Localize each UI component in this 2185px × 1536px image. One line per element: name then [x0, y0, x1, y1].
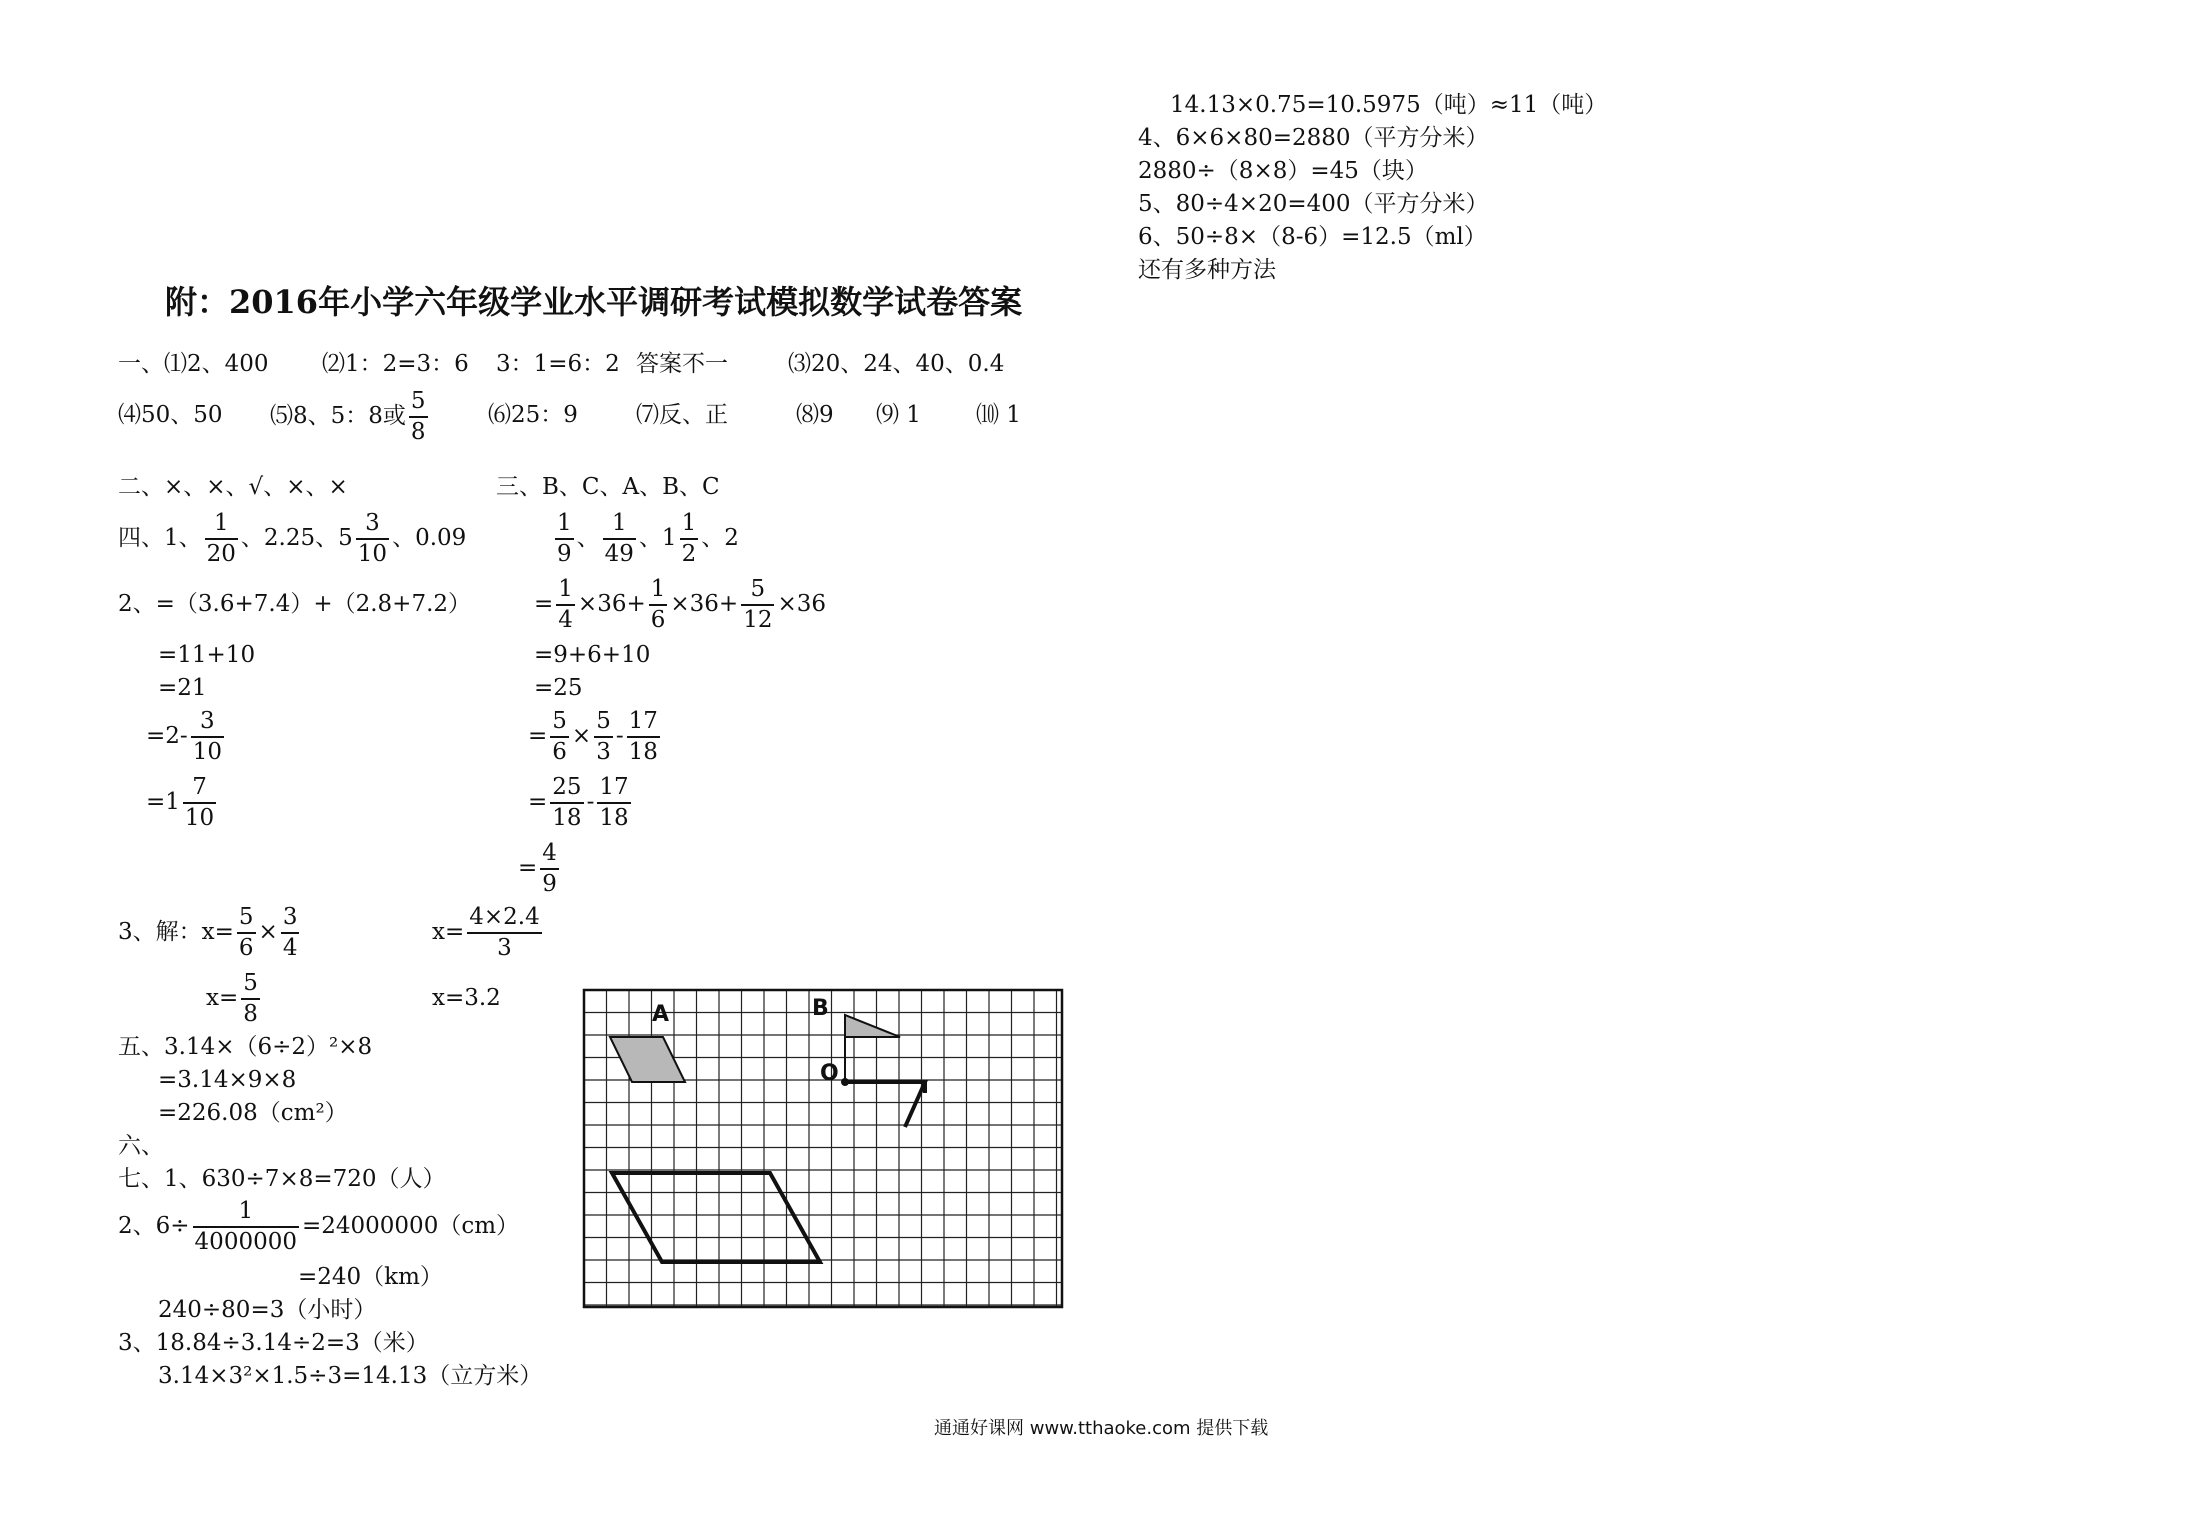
- sec6-heading: 六、: [118, 1133, 164, 1159]
- sec4-q3-right-1: x= $\frac{4\times 2.4}{3}$: [432, 904, 540, 961]
- fraction: $\frac{1}{4}$: [558, 576, 573, 633]
- label-o: O: [820, 1061, 839, 1086]
- sec4-q2-left-3: =21: [158, 675, 207, 701]
- sec4-q2-right-2: =9+6+10: [534, 642, 651, 668]
- fraction: $\frac{17}{18}$: [628, 708, 658, 765]
- sec1-l: ⑽ 1: [976, 402, 1021, 428]
- fraction: $\frac{1}{6}$: [650, 576, 666, 633]
- fraction: $\frac{5}{8}$: [243, 970, 258, 1027]
- fraction: $\frac{1}{9}$: [557, 510, 572, 567]
- sec1-g: ⑸8、5：8或 $\frac{5}{8}$: [270, 388, 426, 445]
- fraction: $\frac{5}{12}$: [743, 576, 773, 633]
- shape-b-triangle: [845, 1015, 900, 1037]
- sec7-line-1: 七、1、630÷7×8=720（人）: [118, 1166, 446, 1192]
- sec4-q2-left-1: 2、=（3.6+7.4）+（2.8+7.2）: [118, 591, 472, 617]
- fraction: $\frac{5}{8}$: [410, 388, 426, 445]
- sec3-answers: 三、B、C、A、B、C: [496, 474, 720, 500]
- sec4-q2-right-4: = $\frac{5}{6}$ × $\frac{5}{3}$ - $\frac{17}{18}$: [528, 708, 658, 765]
- fraction: $\frac{17}{18}$: [599, 774, 629, 831]
- sec4-q3-left-1: 3、解：x= $\frac{5}{6}$ × $\frac{3}{4}$: [118, 904, 298, 961]
- sec2-answers: 二、×、×、√、×、×: [118, 474, 348, 500]
- fraction: $\frac{1}{4000000}$: [194, 1198, 297, 1255]
- sec1-a: 一、⑴2、400: [118, 351, 269, 377]
- footer-credit: 通通好课网 www.tthaoke.com 提供下载: [934, 1418, 1269, 1439]
- sec7-line-4: 240÷80=3（小时）: [158, 1297, 377, 1323]
- label-b: B: [812, 996, 829, 1021]
- answer-line-r5: 6、50÷8×（8-6）=12.5（ml）: [1138, 224, 1487, 250]
- fraction: $\frac{1}{49}$: [604, 510, 634, 567]
- answer-line-r4: 5、80÷4×20=400（平方分米）: [1138, 191, 1489, 217]
- sec5-line-2: =3.14×9×8: [158, 1067, 297, 1093]
- fraction: $\frac{4}{9}$: [542, 840, 557, 897]
- sec1-i: ⑺反、正: [636, 402, 728, 428]
- fraction: $\frac{7}{10}$: [184, 774, 215, 831]
- sec1-k: ⑼ 1: [876, 402, 921, 428]
- fraction: $\frac{25}{18}$: [552, 774, 582, 831]
- sec1-j: ⑻9: [796, 402, 834, 428]
- sec4-q3-right-2: x=3.2: [432, 985, 501, 1011]
- sec7-line-3: =240（km）: [298, 1264, 443, 1290]
- answer-line-r3: 2880÷（8×8）=45（块）: [1138, 158, 1428, 184]
- fraction: $\frac{3}{10}$: [357, 510, 388, 567]
- answer-line-r1: 14.13×0.75=10.5975（吨）≈11（吨）: [1170, 92, 1608, 118]
- fraction: $\frac{1}{20}$: [206, 510, 236, 567]
- answer-line-r6: 还有多种方法: [1138, 257, 1276, 283]
- fraction: $\frac{5}{6}$: [552, 708, 567, 765]
- sec1-d: 答案不一: [636, 351, 728, 377]
- sec4-q3-left-2: x= $\frac{5}{8}$: [206, 970, 258, 1027]
- sec1-f: ⑷50、50: [118, 402, 223, 428]
- sec4-q2-right-6: = $\frac{4}{9}$: [518, 840, 557, 897]
- sec5-line-1: 五、3.14×（6÷2）²×8: [118, 1034, 373, 1060]
- sec4-q2-left-4: =2- $\frac{3}{10}$: [146, 708, 222, 765]
- sec5-line-3: =226.08（cm²）: [158, 1100, 348, 1126]
- grid-figure: [580, 985, 1070, 1315]
- sec7-line-5: 3、18.84÷3.14÷2=3（米）: [118, 1330, 429, 1356]
- sec1-b: ⑵1：2=3：6: [322, 351, 469, 377]
- fraction: $\frac{4\times 2.4}{3}$: [469, 904, 540, 961]
- sec1-e: ⑶20、24、40、0.4: [788, 351, 1005, 377]
- page-title: 附：2016年小学六年级学业水平调研考试模拟数学试卷答案: [165, 283, 1023, 321]
- label-a: A: [652, 1002, 670, 1027]
- shape-enlarged-parallelogram: [612, 1173, 820, 1262]
- sec4-q2-right-3: =25: [534, 675, 583, 701]
- sec1-c: 3：1=6：2: [496, 351, 620, 377]
- point-o: [841, 1078, 849, 1086]
- sec4-q2-right-1: = $\frac{1}{4}$ ×36+ $\frac{1}{6}$ ×36+ $\frac{5}{12}$ ×36: [534, 576, 827, 633]
- answer-line-r2: 4、6×6×80=2880（平方分米）: [1138, 125, 1489, 151]
- sec4-q2-left-2: =11+10: [158, 642, 256, 668]
- fraction: $\frac{3}{10}$: [192, 708, 222, 765]
- sec4-q1: 四、1、 $\frac{1}{20}$ 、2.25、5 $\frac{3}{10}$ 、0.09: [118, 510, 467, 567]
- sec7-line-2: 2、6÷ $\frac{1}{4000000}$ =24000000（cm）: [118, 1198, 520, 1255]
- fraction: $\frac{5}{6}$: [238, 904, 254, 961]
- sec1-h: ⑹25：9: [488, 402, 578, 428]
- fraction: $\frac{1}{2}$: [681, 510, 697, 567]
- fraction: $\frac{5}{3}$: [596, 708, 611, 765]
- sec7-line-6: 3.14×3²×1.5÷3=14.13（立方米）: [158, 1363, 543, 1389]
- sec4-q2-right-5: = $\frac{25}{18}$ - $\frac{17}{18}$: [528, 774, 629, 831]
- sec4-q2-left-5: =1 $\frac{7}{10}$: [146, 774, 215, 831]
- fraction: $\frac{3}{4}$: [282, 904, 298, 961]
- shape-rotated-flag: [845, 1082, 925, 1127]
- sec4-q1b: $\frac{1}{9}$ 、 $\frac{1}{49}$ 、1 $\frac{1}{2}$ 、2: [557, 510, 739, 567]
